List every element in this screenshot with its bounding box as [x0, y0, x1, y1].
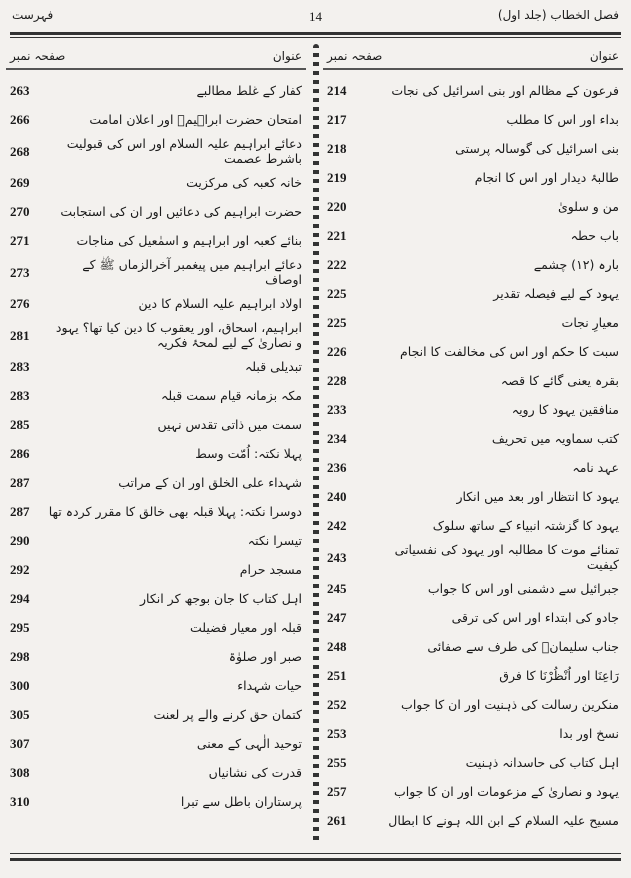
page-header-label: صفحہ نمبر: [327, 49, 383, 63]
toc-entry: [6, 642, 306, 671]
entry-page: 245: [327, 581, 347, 596]
entry-title: منکرین رسالت کی ذہنیت اور ان کا جواب: [401, 697, 619, 712]
toc-entry: [323, 366, 623, 395]
entry-page: 214: [327, 83, 347, 98]
entry-page: 251: [327, 668, 347, 683]
toc-entry: [6, 468, 306, 497]
toc-entry: [6, 226, 306, 255]
toc-entry: [323, 395, 623, 424]
entry-page: 305: [10, 707, 30, 722]
header-rule-thin: [10, 37, 621, 38]
entry-title: صبر اور صلوٰۃ: [228, 649, 302, 664]
toc-entry: [323, 661, 623, 690]
entry-title: منافقین یہود کا رویہ: [511, 402, 619, 417]
entry-title: توحید الٰہی کے معنی: [196, 736, 302, 751]
toc-entry: [323, 192, 623, 221]
entry-title: بنی اسرائیل کی گوسالہ پرستی: [455, 141, 619, 156]
entry-title: سبت کا حکم اور اس کی مخالفت کا انجام: [400, 344, 619, 359]
entry-title: فرعون کے مظالم اور بنی اسرائیل کی نجات: [391, 83, 619, 98]
toc-entry: [6, 613, 306, 642]
toc-entry: [323, 719, 623, 748]
entry-page: 261: [327, 813, 347, 828]
toc-entry: [323, 250, 623, 279]
entry-page: 273: [10, 264, 30, 280]
entry-page: 285: [10, 417, 30, 432]
entry-page: 271: [10, 233, 30, 248]
entry-title: پہلا نکتہ: اُمّت وسط: [195, 446, 302, 461]
entry-page: 221: [327, 228, 347, 243]
entry-title: باب حطہ: [570, 228, 619, 243]
entry-title: بارہ (۱۲) چشمے: [533, 257, 619, 272]
toc-entry: [6, 381, 306, 410]
entry-page: 242: [327, 518, 347, 533]
entry-title: اہل کتاب کی حاسدانہ ذہنیت: [465, 755, 619, 770]
toc-entry: [6, 671, 306, 700]
entry-title: دوسرا نکتہ: پہلا قبلہ بھی خالق کا مقرر کردہ تھا: [48, 504, 302, 519]
entry-page: 290: [10, 533, 30, 548]
entry-page: 252: [327, 697, 347, 712]
toc-entry: [6, 700, 306, 729]
toc-entry: [6, 787, 306, 816]
toc-entry: [323, 511, 623, 540]
entry-title: یہود کا گزشتہ انبیاء کے ساتھ سلوک: [432, 518, 619, 533]
entry-page: 287: [10, 475, 30, 490]
entry-page: 217: [327, 112, 347, 127]
entry-page: 219: [327, 170, 347, 185]
entry-page: 286: [10, 446, 30, 461]
toc-entry: [6, 729, 306, 758]
entry-title: تیسرا نکتہ: [247, 533, 302, 548]
footer-rule-thin: [10, 853, 621, 854]
column-divider: [313, 44, 319, 845]
entry-page: 268: [10, 143, 30, 159]
entry-page: 283: [10, 388, 30, 403]
toc-entry: [323, 105, 623, 134]
entry-title: اہل کتاب کا جان بوجھ کر انکار: [140, 591, 302, 606]
entry-page: 295: [10, 620, 30, 635]
entry-title: قدرت کی نشانیاں: [208, 765, 302, 780]
entry-title: اولاد ابراہیم علیہ السلام کا دین: [138, 296, 302, 311]
entry-title: بداء اور اس کا مطلب: [506, 112, 619, 127]
entry-title: مسجد حرام: [239, 562, 302, 577]
toc-entry: [323, 540, 623, 574]
toc-entry: [323, 453, 623, 482]
entry-page: 276: [10, 296, 30, 311]
entry-title: مسیح علیہ السلام کے ابن اللہ ہونے کا ابطال: [388, 813, 619, 828]
toc-entry: [323, 76, 623, 105]
book-title: فصل الخطاب (جلد اول): [497, 8, 619, 22]
entry-page: 222: [327, 257, 347, 272]
entry-page: 218: [327, 141, 347, 156]
entry-title: نسخ اور بدا: [559, 726, 619, 741]
entry-page: 263: [10, 83, 30, 98]
entry-title: تبدیلی قبلہ: [244, 359, 302, 374]
toc-entry: [6, 352, 306, 381]
entry-page: 298: [10, 649, 30, 664]
toc-entry: [323, 690, 623, 719]
entry-title: شہداء علی الخلق اور ان کے مراتب: [118, 475, 302, 490]
toc-entry: [323, 163, 623, 192]
toc-entry: [6, 584, 306, 613]
entry-page: 234: [327, 431, 347, 446]
toc-entry: [6, 526, 306, 555]
entry-page: 266: [10, 112, 30, 127]
entry-title: امتحان حضرت ابراہیمؑ اور اعلان امامت: [89, 112, 302, 127]
entry-title: تمنائے موت کا مطالبہ اور یہود کی نفسیاتی کیفیت: [394, 542, 619, 572]
entry-page: 310: [10, 794, 30, 809]
entry-page: 283: [10, 359, 30, 374]
entry-page: 257: [327, 784, 347, 799]
entry-title: عہد نامہ: [572, 460, 619, 475]
entry-page: 307: [10, 736, 30, 751]
entry-page: 220: [327, 199, 347, 214]
toc-entry: [6, 134, 306, 168]
toc-entry: [6, 255, 306, 289]
entry-title: حضرت ابراہیم کی دعائیں اور ان کی استجابت: [60, 204, 302, 219]
entry-page: 281: [10, 327, 30, 343]
entry-title: رَاعِنَا اور اُنْظُرْنَا کا فرق: [499, 668, 619, 683]
entry-page: 255: [327, 755, 347, 770]
entry-title: بقرہ یعنی گائے کا قصہ: [500, 373, 619, 388]
entry-title: کتب سماویہ میں تحریف: [491, 431, 619, 446]
page-number: 14: [309, 9, 322, 24]
entry-title: ابراہیم، اسحاق، اور یعقوب کا دین کیا تھا؟ یہود و نصاریٰ کے لیے لمحۂ فکریہ: [55, 320, 302, 350]
entry-page: 292: [10, 562, 30, 577]
column-header: [6, 44, 306, 70]
toc-entry: [323, 424, 623, 453]
toc-entry: [6, 555, 306, 584]
footer-rule: [10, 858, 621, 861]
page-header-label: صفحہ نمبر: [10, 49, 66, 63]
entry-title: من و سلویٰ: [557, 199, 619, 214]
entry-title: جناب سلیمانؑ کی طرف سے صفائی: [427, 639, 619, 654]
entry-page: 248: [327, 639, 347, 654]
toc-left-column: [6, 44, 306, 816]
toc-entry: [6, 76, 306, 105]
entry-page: 243: [327, 549, 347, 565]
entry-page: 247: [327, 610, 347, 625]
toc-entry: [6, 289, 306, 318]
entry-page: 300: [10, 678, 30, 693]
entry-title: معیارِ نجات: [561, 315, 619, 330]
entry-title: پرستاران باطل سے تبرا: [180, 794, 302, 809]
toc-entry: [323, 806, 623, 835]
entry-page: 270: [10, 204, 30, 219]
toc-entry: [323, 337, 623, 366]
toc-entry: [6, 439, 306, 468]
toc-entry: [6, 410, 306, 439]
toc-entry: [6, 197, 306, 226]
entry-title: دعائے ابراہیم علیہ السلام اور اس کی قبولیت باشرط عصمت: [66, 136, 302, 166]
title-header: عنوان: [589, 49, 619, 63]
entry-title: کفار کے غلط مطالبے: [196, 83, 302, 98]
toc-entry: [6, 497, 306, 526]
toc-entry: [323, 134, 623, 163]
entry-page: 287: [10, 504, 30, 519]
toc-entry: [6, 168, 306, 197]
title-header: عنوان: [272, 49, 302, 63]
entry-title: بنائے کعبہ اور ابراہیم و اسمٰعیل کی مناجات: [76, 233, 302, 248]
entry-page: 225: [327, 286, 347, 301]
entry-title: خانہ کعبہ کی مرکزیت: [186, 175, 302, 190]
column-header: [323, 44, 623, 70]
entry-page: 225: [327, 315, 347, 330]
toc-entry: [323, 632, 623, 661]
entry-title: کتمان حق کرنے والے پر لعنت: [153, 707, 302, 722]
entry-title: جادو کی ابتداء اور اس کی ترقی: [451, 610, 619, 625]
toc-entry: [323, 279, 623, 308]
entry-page: 253: [327, 726, 347, 741]
entry-title: یہود و نصاریٰ کے مزعومات اور ان کا جواب: [393, 784, 619, 799]
entry-title: حیات شہداء: [237, 678, 302, 693]
toc-entry: [6, 758, 306, 787]
page-header: [12, 6, 619, 30]
toc-entry: [323, 574, 623, 603]
entry-title: یہود کا انتظار اور بعد میں انکار: [456, 489, 619, 504]
entry-page: 269: [10, 175, 30, 190]
toc-entry: [323, 221, 623, 250]
toc-entry: [323, 777, 623, 806]
entry-title: مکہ بزمانہ قیام سمت قبلہ: [161, 388, 302, 403]
entry-title: سمت میں ذاتی تقدس نہیں: [157, 417, 302, 432]
entry-page: 308: [10, 765, 30, 780]
entry-page: 236: [327, 460, 347, 475]
entry-page: 233: [327, 402, 347, 417]
section-title: فہرست: [12, 8, 54, 22]
entry-page: 294: [10, 591, 30, 606]
entry-title: طالبۂ دیدار اور اس کا انجام: [474, 170, 619, 185]
toc-entry: [323, 748, 623, 777]
toc-entry: [6, 105, 306, 134]
entry-page: 226: [327, 344, 347, 359]
toc-entry: [6, 318, 306, 352]
entry-title: جبرائیل سے دشمنی اور اس کا جواب: [427, 581, 619, 596]
entry-page: 240: [327, 489, 347, 504]
entry-title: یہود کے لیے فیصلہ تقدیر: [493, 286, 619, 301]
header-rule: [10, 32, 621, 35]
toc-entry: [323, 308, 623, 337]
entry-title: دعائے ابراہیم میں پیغمبر آخرالزماں ﷺ کے اوصاف: [82, 257, 302, 287]
entry-title: قبلہ اور معیار فضیلت: [189, 620, 302, 635]
toc-right-column: [323, 44, 623, 835]
entry-page: 228: [327, 373, 347, 388]
toc-entry: [323, 603, 623, 632]
toc-entry: [323, 482, 623, 511]
